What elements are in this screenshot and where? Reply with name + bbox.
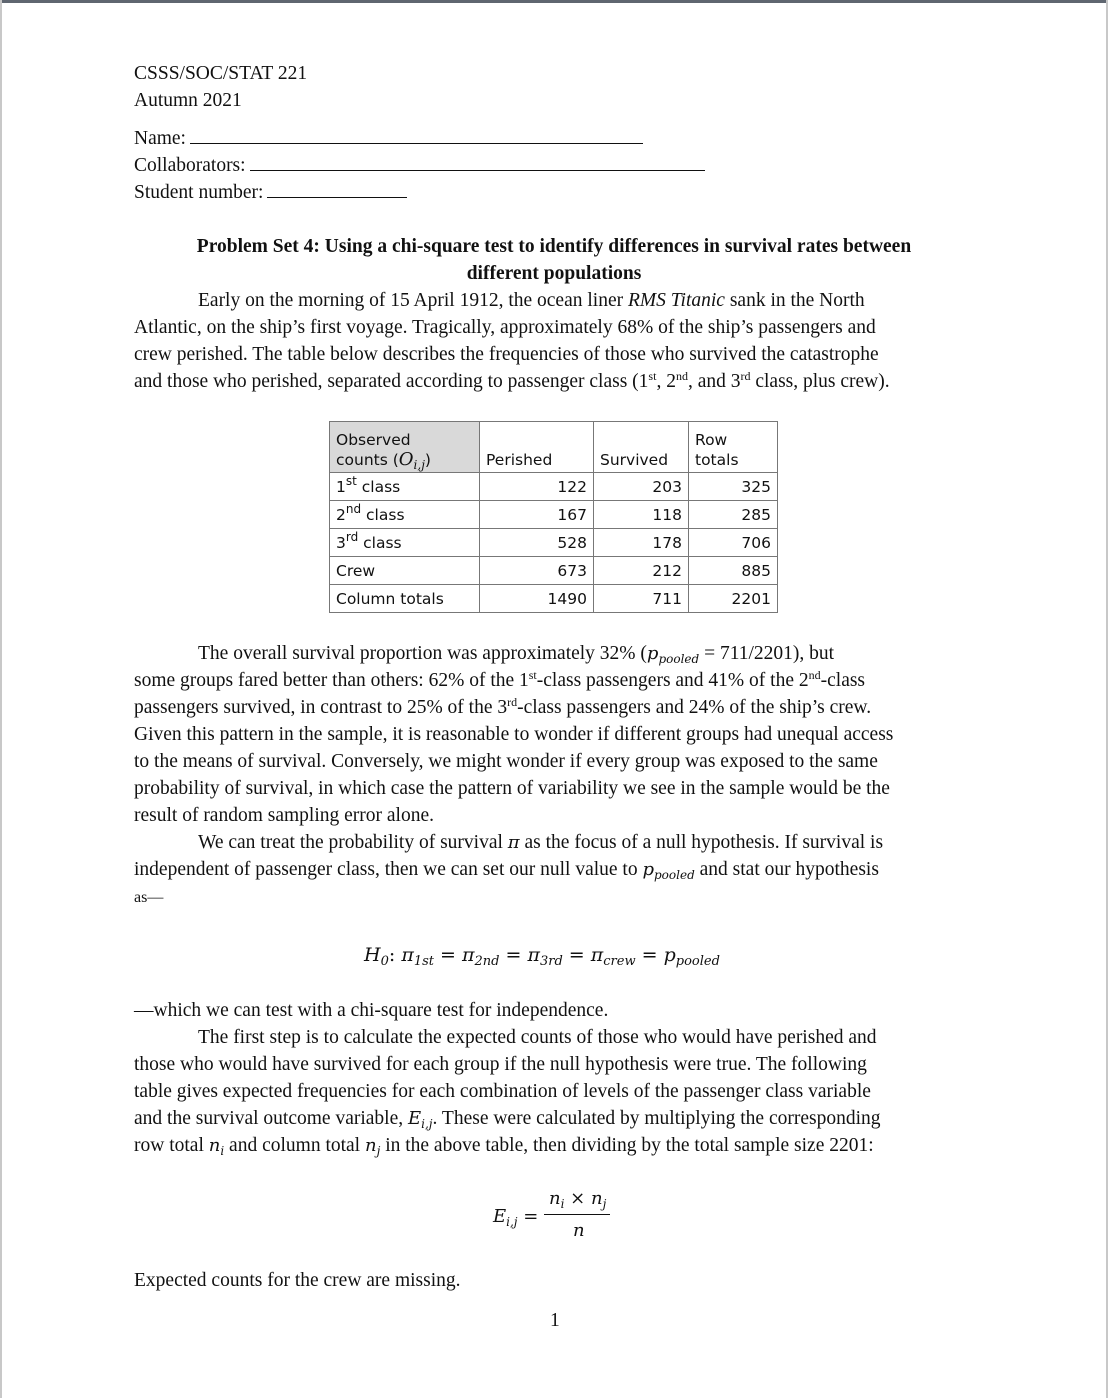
num-a-sub: i <box>560 1197 565 1211</box>
term-subscript: 3rd <box>539 954 563 969</box>
h-subscript: 0 <box>380 954 389 969</box>
equals-sign: = <box>635 944 664 966</box>
table-row <box>330 557 778 585</box>
perished-cell: 673 <box>480 557 594 585</box>
text-run: -class <box>820 670 866 691</box>
survived-cell: 178 <box>594 529 689 557</box>
text-run: The overall survival proportion was approximately 32% ( <box>198 643 647 664</box>
text-run: passengers survived, in contrast to 25% of the 3 <box>134 697 508 718</box>
text-run: , and 3 <box>687 371 741 392</box>
term-symbol: π <box>401 944 414 966</box>
title-line-2: different populations <box>466 263 642 284</box>
survived-cell: 118 <box>594 501 689 529</box>
text-line <box>134 775 893 802</box>
ordinal-superscript: nd <box>808 668 821 682</box>
text-run: and column total <box>224 1135 365 1156</box>
text-line <box>134 997 881 1024</box>
row-total-cell: 325 <box>689 473 778 501</box>
collaborators-label: Collaborators: <box>134 155 246 176</box>
text-run: class, plus crew). <box>750 371 890 392</box>
text-run: and stat our hypothesis <box>694 859 879 880</box>
name-label: Name: <box>134 128 186 149</box>
corner-symbol: O <box>398 449 414 470</box>
row-total-cell: 2201 <box>689 585 778 613</box>
num-b: n <box>590 1188 603 1209</box>
row-label-text: 2 <box>336 505 346 524</box>
ordinal-superscript: rd <box>345 529 359 544</box>
math-subscript: pooled <box>658 652 700 666</box>
row-label <box>330 473 480 501</box>
num-a: n <box>549 1188 561 1209</box>
row-label-text: 1 <box>336 477 346 496</box>
header-perished: Perished <box>480 422 594 473</box>
text-line <box>134 802 893 829</box>
corner-header <box>330 422 480 473</box>
math-base: p <box>642 859 654 880</box>
text-run: result of random sampling error alone. <box>134 805 434 826</box>
ordinal-superscript: nd <box>675 369 688 383</box>
math-subscript: pooled <box>654 868 695 882</box>
math-symbol <box>209 1135 224 1156</box>
corner-math <box>399 449 425 470</box>
math-subscript: j <box>376 1144 381 1158</box>
ordinal-superscript: rd <box>740 369 751 383</box>
text-run: row total <box>134 1135 209 1156</box>
text-line <box>134 1051 881 1078</box>
math-subscript: i <box>220 1144 225 1158</box>
text-run: -class passengers and 41% of the 2 <box>536 670 809 691</box>
name-blank[interactable] <box>190 125 643 144</box>
row-label-suffix: class <box>358 533 402 552</box>
math-symbol <box>365 1135 380 1156</box>
page-left-edge <box>0 0 2 1398</box>
text-run: some groups fared better than others: 62% of the 1 <box>134 670 529 691</box>
math-base: n <box>208 1135 221 1156</box>
math-symbol <box>408 1108 433 1129</box>
course-code: CSSS/SOC/STAT 221 <box>134 63 308 84</box>
text-run: , 2 <box>656 371 676 392</box>
header-survived: Survived <box>594 422 689 473</box>
student-number-field[interactable] <box>134 179 705 206</box>
text-line <box>134 341 890 368</box>
equals-sign: = <box>499 944 528 966</box>
text-line <box>134 748 893 775</box>
course-header <box>134 60 307 114</box>
student-number-label: Student number: <box>134 182 264 203</box>
ordinal-superscript: nd <box>345 501 362 516</box>
times-sign: × <box>564 1188 591 1209</box>
text-run: Early on the morning of 15 April 1912, the ocean liner <box>198 290 628 311</box>
formula-equals: = <box>517 1206 539 1227</box>
survived-cell: 203 <box>594 473 689 501</box>
text-run: to the means of survival. Conversely, we might wonder if every group was exposed to the same <box>134 751 878 772</box>
ordinal-superscript: rd <box>507 695 518 709</box>
row-label-suffix: class <box>356 477 401 496</box>
survived-cell: 711 <box>594 585 689 613</box>
text-line <box>134 667 893 694</box>
term-subscript: 2nd <box>474 954 500 969</box>
row-label-text: 3 <box>336 533 346 552</box>
text-run: -class passengers and 24% of the ship’s crew. <box>517 697 872 718</box>
text-line <box>134 856 893 883</box>
math-base: p <box>646 643 659 664</box>
term-subscript: 1st <box>413 954 434 969</box>
h-symbol: H <box>364 944 381 966</box>
intro-paragraph <box>134 287 890 395</box>
corner-line-1: Observed <box>336 431 411 449</box>
perished-cell: 1490 <box>480 585 594 613</box>
math-base: π <box>507 832 520 853</box>
student-info-fields <box>134 125 705 206</box>
name-field[interactable] <box>134 125 705 152</box>
perished-cell: 122 <box>480 473 594 501</box>
table-row <box>330 473 778 501</box>
text-run: probability of survival, in which case the pattern of variability we see in the sample would be the <box>134 778 890 799</box>
formula-e: E <box>493 1206 507 1227</box>
row-total-cell: 885 <box>689 557 778 585</box>
row-totals-line-1: Row <box>695 431 728 449</box>
term-subscript: crew <box>603 954 636 969</box>
term-symbol: π <box>590 944 604 966</box>
formula-denominator: n <box>573 1220 585 1241</box>
page-number: 1 <box>550 1310 560 1331</box>
corner-subscript: i,j <box>413 458 425 472</box>
term-symbol: π <box>527 944 540 966</box>
observed-counts-table <box>329 421 778 613</box>
ordinal-superscript: st <box>345 473 357 488</box>
text-run: those who would have survived for each group if the null hypothesis were true. The following <box>134 1054 867 1075</box>
row-total-cell: 285 <box>689 501 778 529</box>
text-line <box>134 883 893 910</box>
null-hypothesis-equation <box>364 944 720 969</box>
text-run: crew perished. The table below describes the frequencies of those who survived the catastrophe <box>134 344 879 365</box>
row-label <box>330 529 480 557</box>
text-line <box>134 1024 881 1051</box>
formula-numerator <box>549 1188 606 1211</box>
italic-text: RMS Titanic <box>627 290 725 311</box>
text-run: as the focus of a null hypothesis. If survival is <box>519 832 884 853</box>
equals-sign: = <box>433 944 462 966</box>
text-run: and those who perished, separated according to passenger class (1 <box>134 371 649 392</box>
text-run: Atlantic, on the ship’s first voyage. Tragically, approximately 68% of the ship’s passengers and <box>134 317 876 338</box>
problem-title <box>134 233 974 287</box>
text-run: table gives expected frequencies for each combination of levels of the passenger class variable <box>134 1081 871 1102</box>
text-run: as— <box>134 889 164 906</box>
text-run: . These were calculated by multiplying the corresponding <box>432 1108 881 1129</box>
text-run: independent of passenger class, then we can set our null value to <box>134 859 643 880</box>
formula-lhs <box>493 1206 538 1229</box>
perished-cell: 167 <box>480 501 594 529</box>
survival-paragraph <box>134 640 893 910</box>
row-totals-line-2: totals <box>695 451 739 469</box>
term: Autumn 2021 <box>134 90 242 111</box>
text-run: The first step is to calculate the expected counts of those who would have perished and <box>198 1027 877 1048</box>
text-run: Given this pattern in the sample, it is reasonable to wonder if different groups had unequal access <box>134 724 894 745</box>
row-label-suffix: class <box>361 505 405 524</box>
student-number-blank[interactable] <box>267 179 407 198</box>
text-line <box>134 1078 881 1105</box>
corner-close: ) <box>424 451 431 469</box>
text-run: We can treat the probability of survival <box>198 832 508 853</box>
row-label-text: Column totals <box>336 589 444 608</box>
table-row <box>330 529 778 557</box>
math-subscript: i,j <box>421 1117 433 1131</box>
term-symbol: π <box>461 944 475 966</box>
term-symbol: p <box>663 944 676 966</box>
text-run: —which we can test with a chi-square test for independence. <box>134 1000 609 1021</box>
row-label <box>330 585 480 613</box>
math-symbol <box>642 859 694 880</box>
text-run: = 711/2201), but <box>699 643 835 664</box>
text-line <box>134 694 893 721</box>
math-symbol <box>508 832 520 853</box>
colon: : <box>388 944 402 966</box>
table-row <box>330 585 778 613</box>
row-label-text: Crew <box>336 561 376 580</box>
text-line <box>134 1132 881 1159</box>
text-line <box>134 287 890 314</box>
equals-sign: = <box>562 944 591 966</box>
ordinal-superscript: st <box>528 668 537 682</box>
num-b-sub: j <box>602 1197 607 1211</box>
text-run: in the above table, then dividing by the total sample size 2201: <box>380 1135 874 1156</box>
text-run: and the survival outcome variable, <box>134 1108 408 1129</box>
corner-line-2: counts ( <box>336 451 399 469</box>
text-line <box>134 314 890 341</box>
text-line <box>134 368 890 395</box>
ordinal-superscript: st <box>648 369 657 383</box>
row-label <box>330 557 480 585</box>
title-line-1: Problem Set 4: Using a chi-square test to identify differences in survival rates between <box>196 236 912 257</box>
row-total-cell: 706 <box>689 529 778 557</box>
math-base: E <box>408 1108 422 1129</box>
term-subscript: pooled <box>675 954 720 969</box>
math-symbol <box>647 643 699 664</box>
table-row <box>330 501 778 529</box>
survived-cell: 212 <box>594 557 689 585</box>
text-line <box>134 721 893 748</box>
perished-cell: 528 <box>480 529 594 557</box>
expected-counts-paragraph <box>134 997 881 1159</box>
text-line <box>134 640 893 667</box>
text-line <box>134 829 893 856</box>
text-line <box>134 1105 881 1132</box>
footer-text: Expected counts for the crew are missing. <box>134 1270 461 1291</box>
table-header-row <box>330 422 778 473</box>
math-base: n <box>364 1135 377 1156</box>
header-row-totals <box>689 422 778 473</box>
fraction-bar <box>544 1214 610 1215</box>
collaborators-field[interactable] <box>134 152 705 179</box>
formula-e-sub: i,j <box>506 1215 518 1229</box>
collaborators-blank[interactable] <box>250 152 705 171</box>
row-label <box>330 501 480 529</box>
window-top-border <box>0 0 1108 3</box>
text-run: sank in the North <box>724 290 865 311</box>
